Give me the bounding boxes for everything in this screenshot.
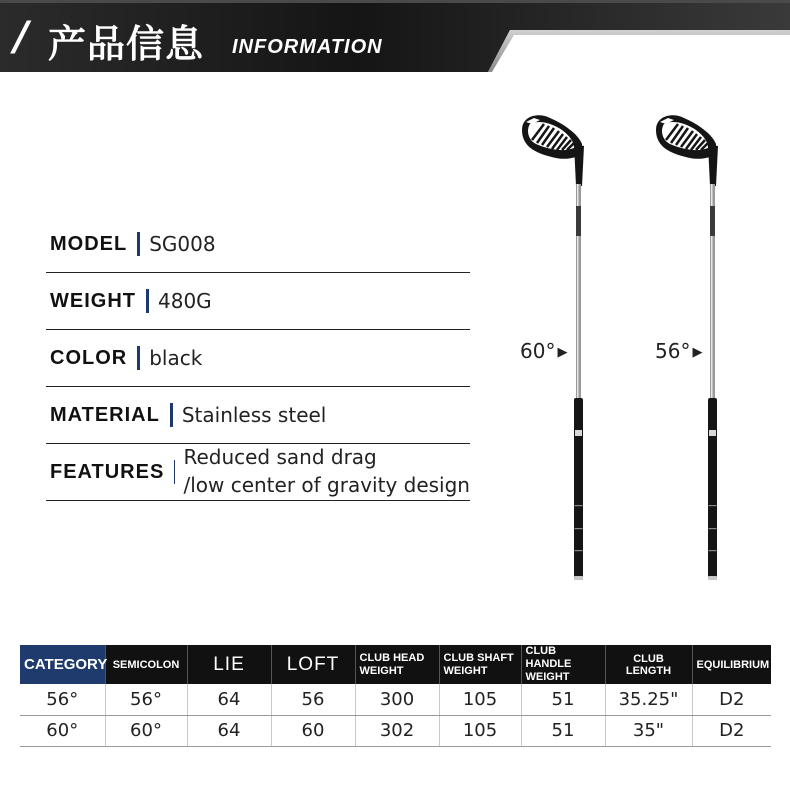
arrow-right-icon: ▶ bbox=[557, 345, 568, 360]
spec-divider bbox=[146, 289, 149, 313]
spec-divider bbox=[170, 403, 173, 427]
cell-equilibrium: D2 bbox=[692, 684, 771, 715]
header-club-length: CLUB LENGTH bbox=[605, 645, 692, 684]
table-header-row bbox=[20, 645, 771, 684]
spec-table bbox=[20, 645, 771, 747]
cell-loft: 56 bbox=[271, 684, 355, 715]
header-club-handle-weight: CLUB HANDLE WEIGHT bbox=[521, 645, 605, 684]
header-semicolon: SEMICOLON bbox=[105, 645, 187, 684]
spec-row-weight bbox=[46, 273, 470, 330]
club-angle-60-label bbox=[520, 339, 567, 363]
spec-row-features bbox=[46, 444, 470, 501]
banner-title-chinese: 产品信息 bbox=[48, 22, 205, 66]
spec-value-features-line2: /low center of gravity design bbox=[183, 473, 470, 497]
cell-club-length: 35.25" bbox=[605, 684, 692, 715]
arrow-right-icon: ▶ bbox=[692, 345, 703, 360]
club-angle-60-value: 60° bbox=[520, 339, 556, 363]
spec-value-material: Stainless steel bbox=[181, 403, 327, 427]
cell-club-handle-weight: 51 bbox=[521, 684, 605, 715]
cell-semicolon: 56° bbox=[105, 684, 187, 715]
spec-value-features bbox=[183, 443, 470, 499]
header-club-shaft-weight: CLUB SHAFT WEIGHT bbox=[439, 645, 521, 684]
cell-loft: 60 bbox=[271, 715, 355, 746]
spec-label-model: MODEL bbox=[50, 232, 128, 255]
spec-divider bbox=[137, 346, 140, 370]
spec-row-material bbox=[46, 387, 470, 444]
header-banner bbox=[0, 0, 790, 78]
spec-list bbox=[46, 216, 470, 501]
spec-row-color bbox=[46, 330, 470, 387]
spec-label-features: FEATURES bbox=[50, 460, 165, 483]
banner-slash: / bbox=[14, 14, 29, 60]
spec-label-weight: WEIGHT bbox=[50, 289, 136, 312]
header-club-head-weight: CLUB HEAD WEIGHT bbox=[355, 645, 439, 684]
cell-club-shaft-weight: 105 bbox=[439, 684, 521, 715]
header-category: CATEGORY bbox=[20, 645, 105, 684]
table-row bbox=[20, 684, 771, 715]
club-angle-56-value: 56° bbox=[655, 339, 691, 363]
header-loft: LOFT bbox=[271, 645, 355, 684]
cell-equilibrium: D2 bbox=[692, 715, 771, 746]
spec-row-model bbox=[46, 216, 470, 273]
banner-title-english: INFORMATION bbox=[232, 36, 383, 58]
spec-value-weight: 480G bbox=[158, 289, 212, 313]
cell-club-length: 35" bbox=[605, 715, 692, 746]
cell-category: 56° bbox=[20, 684, 105, 715]
cell-club-head-weight: 300 bbox=[355, 684, 439, 715]
cell-club-head-weight: 302 bbox=[355, 715, 439, 746]
cell-semicolon: 60° bbox=[105, 715, 187, 746]
cell-club-shaft-weight: 105 bbox=[439, 715, 521, 746]
table-row bbox=[20, 715, 771, 746]
spec-label-color: COLOR bbox=[50, 346, 128, 369]
header-equilibrium: EQUILIBRIUM bbox=[692, 645, 771, 684]
club-angle-56-label bbox=[655, 339, 702, 363]
spec-label-material: MATERIAL bbox=[50, 403, 160, 426]
spec-value-model: SG008 bbox=[149, 232, 216, 256]
spec-value-color: black bbox=[149, 346, 203, 370]
header-lie: LIE bbox=[187, 645, 271, 684]
cell-club-handle-weight: 51 bbox=[521, 715, 605, 746]
spec-value-features-line1: Reduced sand drag bbox=[183, 445, 377, 469]
cell-lie: 64 bbox=[187, 684, 271, 715]
cell-category: 60° bbox=[20, 715, 105, 746]
spec-divider bbox=[137, 232, 140, 256]
cell-lie: 64 bbox=[187, 715, 271, 746]
